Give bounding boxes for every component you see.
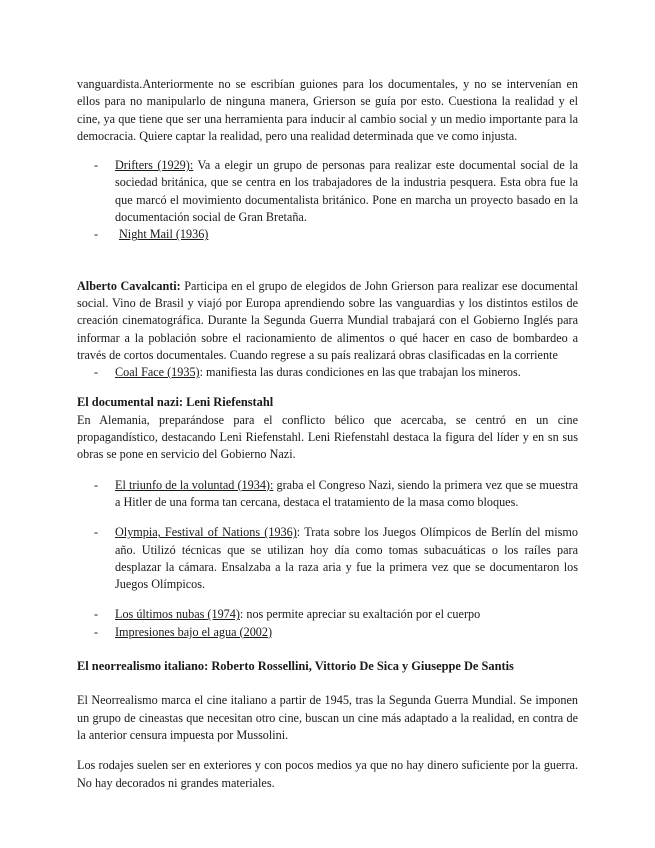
list-item-olympia [77,524,578,593]
list-item-night-mail [77,226,578,243]
list-dash: - [94,624,99,639]
heading-neorealism: El neorrealismo italiano: Roberto Rossellini, Vittorio De Sica y Giuseppe De Santis [77,659,514,674]
riefenstahl-list-3 [77,606,578,641]
grierson-film-list [77,157,578,243]
paragraph-neorealism-2: Los rodajes suelen ser en exteriores y con pocos medios ya que no hay dinero suficiente por la guerra. No hay decorados ni grandes materiales. [77,758,578,790]
cavalcanti-text: Participa en el grupo de elegidos de John Grierson para realizar ese documental social. Vino de Brasil y viajó por Europa aprendiendo sobre las vanguardias y los distintos estilos de creación cinematográfica. Durante la Segunda Guerra Mundial trabajará con el Gobierno Inglés para informar a la población sobre el racionamiento de alimentos o qué hacer en caso de bombardeo a través de cortos documentales. Cuando regrese a su país realizará obras clasificadas en la corriente [77,278,578,362]
list-item-ultimos-nubas [77,606,578,623]
list-dash: - [94,607,99,622]
cavalcanti-film-list [77,364,578,381]
paragraph-cavalcanti [77,278,578,364]
film-desc-triunfo: graba el Congreso Nazi, siendo la primera vez que se muestra a Hitler de una forma tan cercana, destaca el tratamiento de la masa como bloques. [115,477,578,509]
film-title-night-mail: Night Mail (1936) [119,227,209,242]
film-title-drifters: Drifters (1929): [115,158,194,173]
heading-nazi-documentary: El documental nazi: Leni Riefenstahl [77,395,274,410]
paragraph-nazi: En Alemania, preparándose para el conflicto bélico que acercaba, se centró en un cine propagandístico, destacando Leni Riefenstahl. Leni Riefenstahl destaca la figura del líder y en sn sus obras se pone en servicio del Gobierno Nazi. [77,412,578,462]
film-desc-ultimos-nubas: : nos permite apreciar su exaltación por el cuerpo [239,607,481,622]
list-item-drifters [77,157,578,226]
list-item-coal-face [77,364,578,381]
paragraph-grierson: vanguardista.Anteriormente no se escribían guiones para los documentales, y no se intervenían en ellos para no manipularlo de ninguna manera, Grierson se guía por esto. Cuestiona la realidad y el cine, ya que tiene que ser una herramienta para inducir al cambio social y un medio importante para la democracia. Quiere captar la realidad, pero una realidad determinada que ve como injusta. [77,77,578,143]
film-title-impresiones: Impresiones bajo el agua (2002) [115,624,273,639]
film-desc-olympia: : Trata sobre los Juegos Olímpicos de Berlín del mismo año. Utilizó técnicas que se utilizan hoy día como tomas subacuáticas o los raíles para desplazar la cámara. Ensalzaba a la raza aria y fue la primera vez que se documentaron los Juegos Olímpicos. [115,525,578,592]
list-item-triunfo [77,477,578,512]
film-title-olympia: Olympia, Festival of Nations (1936) [115,525,297,540]
list-dash: - [94,477,99,492]
riefenstahl-list-1 [77,477,578,512]
paragraph-neorealism-1: El Neorrealismo marca el cine italiano a partir de 1945, tras la Segunda Guerra Mundial. Se imponen un grupo de cineastas que necesitan otro cine, buscan un cine más adaptado a la realidad, en contra de la anterior censura impuesta por Mussolini. [77,693,578,742]
list-item-impresiones [77,624,578,641]
cavalcanti-name: Alberto Cavalcanti: [77,278,181,293]
list-dash: - [94,365,99,380]
film-title-coal-face: Coal Face (1935) [115,365,200,380]
film-title-triunfo: El triunfo de la voluntad (1934): [115,477,274,492]
riefenstahl-list-2 [77,524,578,593]
film-desc-drifters: Va a elegir un grupo de personas para realizar este documental social de la sociedad británica, que se centra en los trabajadores de la industria pesquera. Esta obra fue la que marcó el movimiento documentalista británico. Pone en marcha un proyecto basado en la documentación social de Gran Bretaña. [115,158,579,225]
film-desc-coal-face: : manifiesta las duras condiciones en las que trabajan los mineros. [199,365,521,380]
list-dash: - [94,227,99,242]
list-dash: - [94,525,99,540]
film-title-ultimos-nubas: Los últimos nubas (1974) [115,607,240,622]
list-dash: - [94,158,99,173]
